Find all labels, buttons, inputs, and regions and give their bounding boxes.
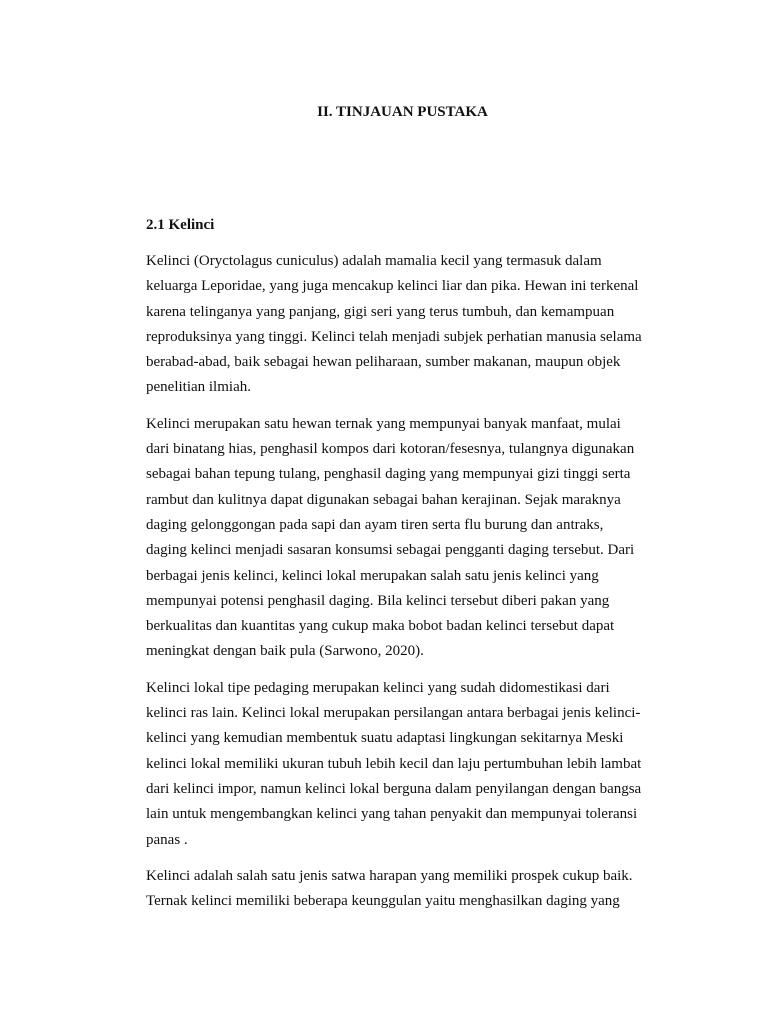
- paragraph-line: keluarga Leporidae, yang juga mencakup kelinci liar dan pika. Hewan ini terkenal: [146, 278, 639, 295]
- paragraph-line: berkualitas dan kuantitas yang cukup maka bobot badan kelinci tersebut dapat: [146, 618, 615, 635]
- body-text: [146, 249, 666, 925]
- paragraph-line: karena telinganya yang panjang, gigi seri yang terus tumbuh, dan kemampuan: [146, 303, 615, 320]
- paragraph-line: Ternak kelinci memiliki beberapa keunggulan yaitu menghasilkan daging yang: [146, 893, 620, 910]
- paragraph-line: mempunyai potensi penghasil daging. Bila kelinci tersebut diberi pakan yang: [146, 592, 610, 609]
- chapter-title: II. TINJAUAN PUSTAKA: [317, 104, 488, 120]
- paragraph-line: panas .: [146, 831, 188, 848]
- paragraph-line: daging kelinci menjadi sasaran konsumsi sebagai pengganti daging tersebut. Dari: [146, 542, 635, 559]
- paragraph-line: dari binatang hias, penghasil kompos dari kotoran/fesesnya, tulangnya digunakan: [146, 441, 635, 458]
- section-heading: 2.1 Kelinci: [146, 217, 215, 233]
- paragraph-line: kelinci yang kemudian membentuk suatu adaptasi lingkungan sekitarnya Meski: [146, 730, 624, 747]
- paragraph-line: Kelinci merupakan satu hewan ternak yang mempunyai banyak manfaat, mulai: [146, 415, 621, 432]
- paragraph-line: berbagai jenis kelinci, kelinci lokal merupakan salah satu jenis kelinci yang: [146, 567, 599, 584]
- paragraph-1: [146, 249, 666, 401]
- paragraph-line: penelitian ilmiah.: [146, 379, 251, 396]
- paragraph-line: Kelinci lokal tipe pedaging merupakan kelinci yang sudah didomestikasi dari: [146, 679, 610, 696]
- paragraph-4: [146, 864, 666, 915]
- paragraph-line: berabad-abad, baik sebagai hewan peliharaan, sumber makanan, maupun objek: [146, 354, 621, 371]
- paragraph-3: [146, 676, 666, 853]
- paragraph-line: meningkat dengan baik pula (Sarwono, 2020).: [146, 643, 424, 660]
- paragraph-line: lain untuk mengembangkan kelinci yang tahan penyakit dan mempunyai toleransi: [146, 806, 638, 823]
- paragraph-line: kelinci lokal memiliki ukuran tubuh lebih kecil dan laju pertumbuhan lebih lambat: [146, 755, 642, 772]
- paragraph-line: kelinci ras lain. Kelinci lokal merupakan persilangan antara berbagai jenis kelinci-: [146, 705, 641, 722]
- paragraph-line: Kelinci (Oryctolagus cuniculus) adalah mamalia kecil yang termasuk dalam: [146, 253, 602, 269]
- paragraph-line: dari kelinci impor, namun kelinci lokal berguna dalam penyilangan dengan bangsa: [146, 780, 642, 797]
- paragraph-2: [146, 412, 666, 665]
- paragraph-line: daging gelonggongan pada sapi dan ayam tiren serta flu burung dan antraks,: [146, 516, 604, 533]
- paragraph-line: Kelinci adalah salah satu jenis satwa harapan yang memiliki prospek cukup baik.: [146, 867, 633, 884]
- paragraph-line: reproduksinya yang tinggi. Kelinci telah menjadi subjek perhatian manusia selama: [146, 328, 642, 345]
- paragraph-line: rambut dan kulitnya dapat digunakan sebagai bahan kerajinan. Sejak maraknya: [146, 491, 621, 508]
- paragraph-line: sebagai bahan tepung tulang, penghasil daging yang mempunyai gizi tinggi serta: [146, 466, 631, 483]
